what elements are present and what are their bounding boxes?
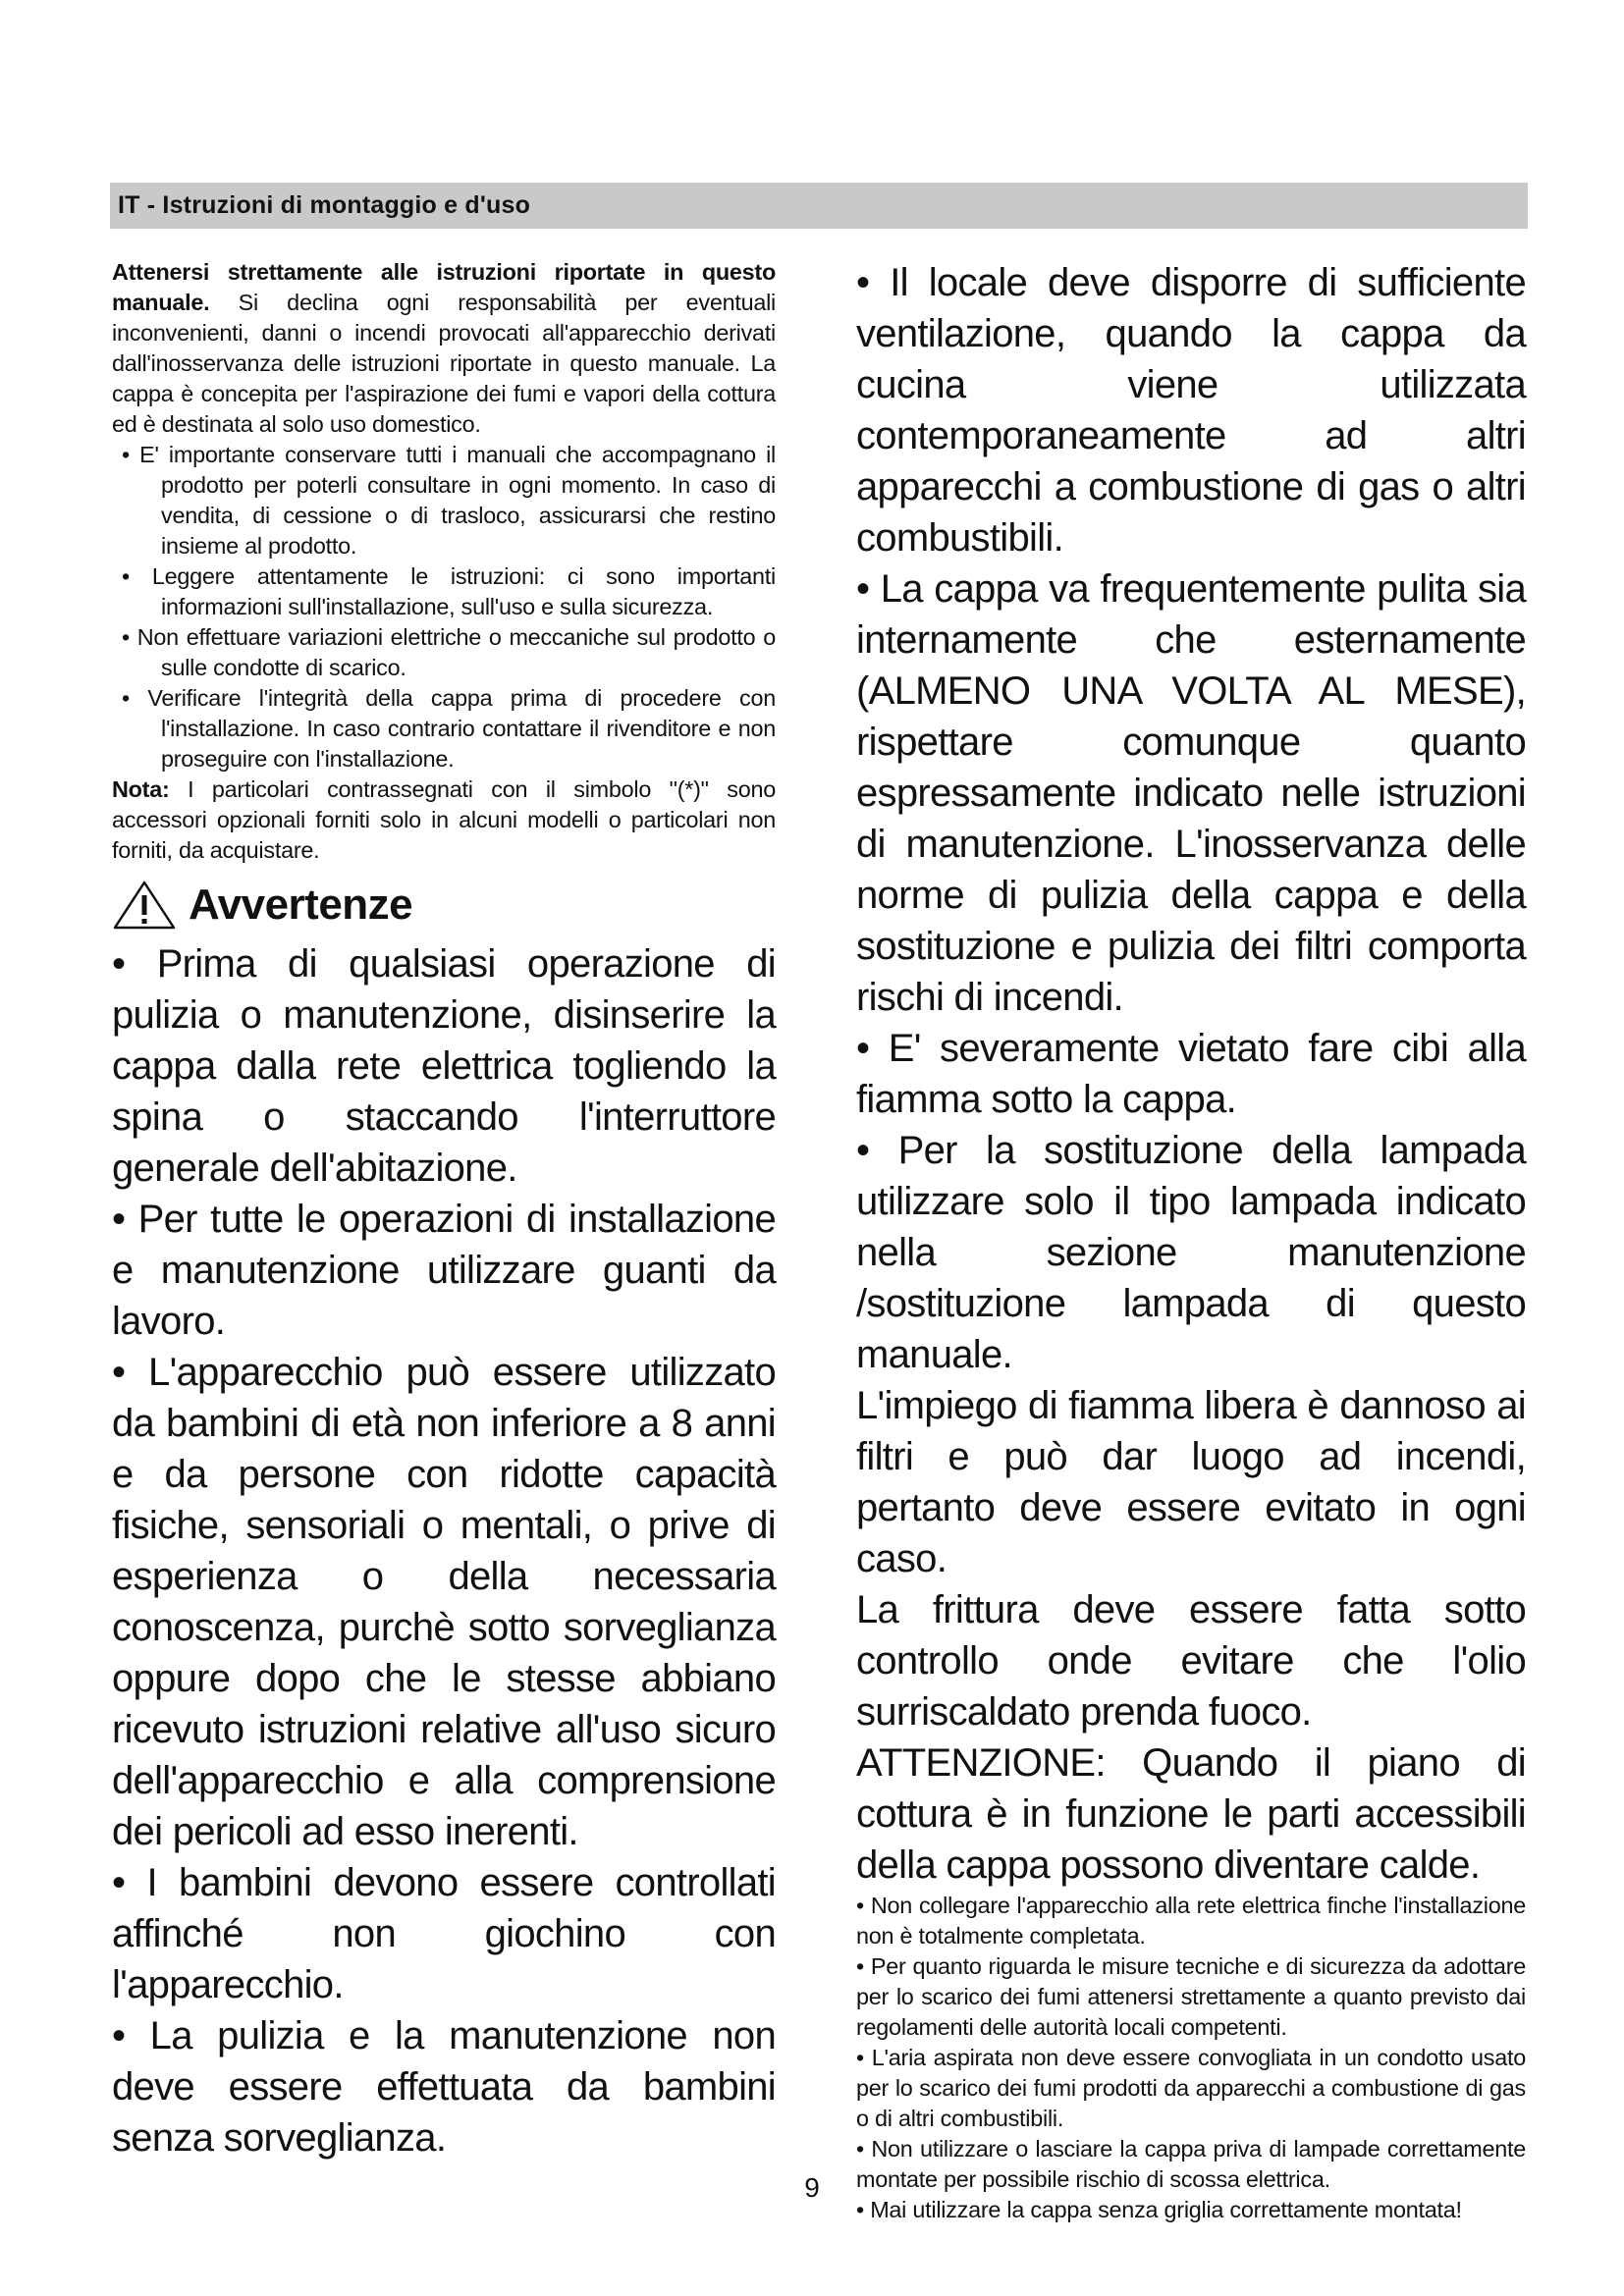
warnings-heading — [112, 880, 776, 931]
safety-bullet: • L'aria aspirata non deve essere convogliata in un condotto usato per lo scarico dei fumi prodotti da apparecchi a combustione di gas o di altri combustibili. — [856, 2045, 1526, 2131]
warnings-title: Avvertenze — [189, 881, 413, 929]
warning-item: • La pulizia e la manutenzione non deve essere effettuata da bambini senza sorveglianza. — [112, 2014, 776, 2160]
safety-bullet: • Non collegare l'apparecchio alla rete elettrica finche l'installazione non è totalmente completata. — [856, 1893, 1526, 1949]
right-column — [856, 257, 1526, 2225]
warning-item: • I bambini devono essere controllati affinché non giochino con l'apparecchio. — [112, 1861, 776, 2006]
warning-item: • E' severamente vietato fare cibi alla fiamma sotto la cappa. — [856, 1027, 1526, 1121]
instruction-bullet: • E' importante conservare tutti i manuali che accompagnano il prodotto per poterli consultare in ogni momento. In caso di vendita, di cessione o di trasloco, assicurarsi che restino insieme al prodotto. — [122, 442, 776, 559]
intro-paragraph — [112, 257, 776, 440]
safety-bullet: • Non utilizzare o lasciare la cappa priva di lampade correttamente montate per possibile rischio di scossa elettrica. — [856, 2136, 1526, 2192]
warning-item: • L'apparecchio può essere utilizzato da bambini di età non inferiore a 8 anni e da persone con ridotte capacità fisiche, sensoriali o mentali, o prive di esperienza o della necessaria conoscenza, purchè sotto sorveglianza oppure dopo che le stesse abbiano ricevuto istruzioni relative all'uso sicuro dell'apparecchio e alla comprensione dei pericoli ad esso inerenti. — [112, 1351, 776, 1853]
section-title: IT - Istruzioni di montaggio e d'uso — [118, 191, 531, 219]
left-column — [112, 257, 776, 2163]
attention-paragraph: ATTENZIONE: Quando il piano di cottura è in funzione le parti accessibili della cappa possono diventare calde. — [856, 1741, 1526, 1887]
warning-paragraph: La frittura deve essere fatta sotto controllo onde evitare che l'olio surriscaldato prenda fuoco. — [856, 1588, 1526, 1734]
warning-triangle-icon — [112, 880, 177, 931]
safety-bullet: • Per quanto riguarda le misure tecniche e di sicurezza da adottare per lo scarico dei fumi attenersi strettamente a quanto previsto dai regolamenti delle autorità locali competenti. — [856, 1953, 1526, 2040]
warning-item: • La cappa va frequentemente pulita sia internamente che esternamente (ALMENO UNA VOLTA AL MESE), rispettare comunque quanto espressamente indicato nelle istruzioni di manutenzione. L'inosservanza delle norme di pulizia della cappa e della sostituzione e pulizia dei filtri comporta rischi di incendi. — [856, 567, 1526, 1019]
intro-text: Si declina ogni responsabilità per eventuali inconvenienti, danni o incendi provocati all'apparecchio derivati dall'inosservanza delle istruzioni riportate in questo manuale. La cappa è concepita per l'aspirazione dei fumi e vapori della cottura ed è destinata al solo uso domestico. — [112, 290, 776, 437]
nota-paragraph — [112, 774, 776, 866]
warning-paragraph: L'impiego di fiamma libera è dannoso ai filtri e può dar luogo ad incendi, pertanto deve essere evitato in ogni caso. — [856, 1384, 1526, 1580]
instruction-bullet: • Leggere attentamente le istruzioni: ci sono importanti informazioni sull'installazione, sull'uso e sulla sicurezza. — [122, 563, 776, 619]
instruction-bullet: • Non effettuare variazioni elettriche o meccaniche sul prodotto o sulle condotte di scarico. — [122, 624, 776, 680]
warning-item: • Per tutte le operazioni di installazione e manutenzione utilizzare guanti da lavoro. — [112, 1198, 776, 1343]
warning-item: • Il locale deve disporre di sufficiente ventilazione, quando la cappa da cucina viene utilizzata contemporaneamente ad altri apparecchi a combustione di gas o altri combustibili. — [856, 261, 1526, 560]
section-header-bar — [110, 183, 1528, 229]
nota-text: I particolari contrassegnati con il simbolo "(*)" sono accessori opzionali forniti solo in alcuni modelli o particolari non forniti, da acquistare. — [112, 776, 776, 863]
intro-bold-text: Attenersi strettamente alle istruzioni riportate in questo manuale. — [112, 259, 776, 315]
warning-item: • Prima di qualsiasi operazione di pulizia o manutenzione, disinserire la cappa dalla rete elettrica togliendo la spina o staccando l'interruttore generale dell'abitazione. — [112, 942, 776, 1190]
instruction-bullet: • Verificare l'integrità della cappa prima di procedere con l'installazione. In caso contrario contattare il rivenditore e non proseguire con l'installazione. — [122, 685, 776, 772]
warning-item: • Per la sostituzione della lampada utilizzare solo il tipo lampada indicato nella sezione manutenzione /sostituzione lampada di questo manuale. — [856, 1129, 1526, 1376]
safety-bullet: • Mai utilizzare la cappa senza griglia correttamente montata! — [856, 2197, 1462, 2222]
page-number: 9 — [804, 2172, 820, 2203]
nota-label: Nota: — [112, 776, 170, 802]
